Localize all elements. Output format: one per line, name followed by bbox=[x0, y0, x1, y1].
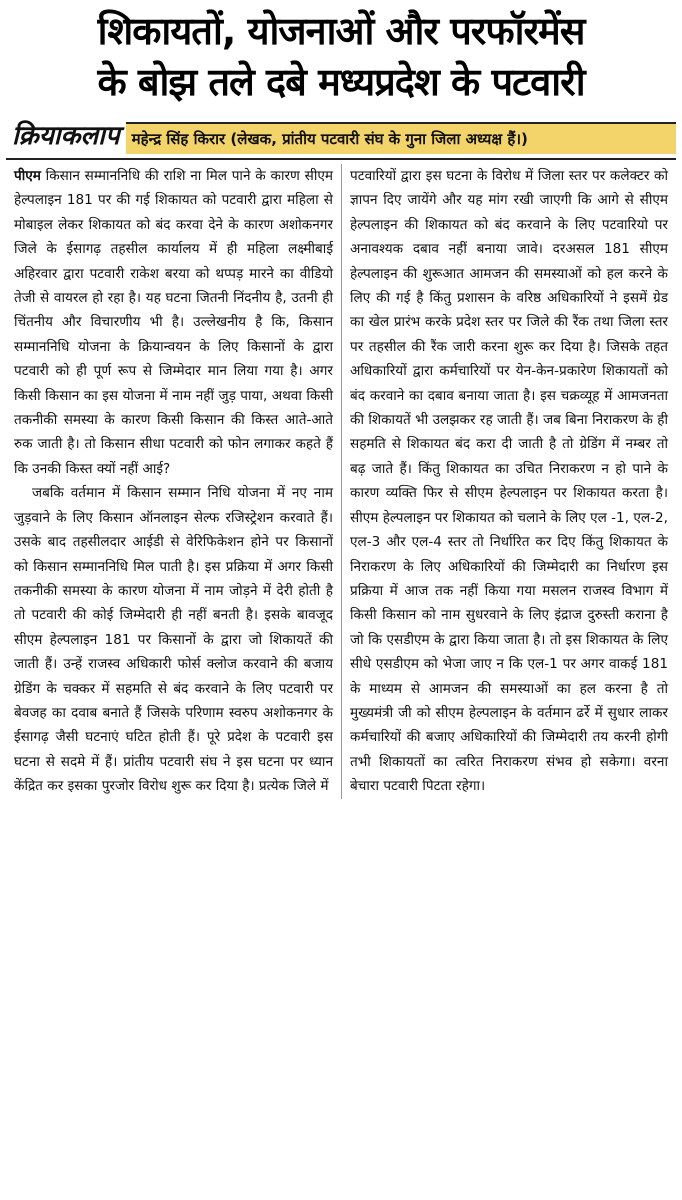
paragraph: जबकि वर्तमान में किसान सम्मान निधि योजना में नए नाम जुड़वाने के लिए किसान ऑनलाइन सेल्फ रजिस्ट्रेशन करवाते हैं। उसके बाद तहसीलदार आईडी से वेरिफिकेशन होने पर किसानों को किसान सम्माननिधि मिल पाती है। इस प्रक्रिया में अगर किसी तकनीकी समस्या के कारण योजना में नाम जोड़ने में देरी होती है तो पटवारी की कोई जिम्मेदारी ही नहीं बनती है। इसके बावजूद सीएम हेल्पलाइन 181 पर किसानों के द्वारा जो शिकायतें की जाती हैं। उन्हें राजस्व अधिकारी फोर्स क्लोज करवाने की बजाय ग्रेडिंग के चक्कर में सहमति से बंद करवाने के लिए पटवारी पर बेवजह का दवाब बनाते हैं जिसके परिणाम स्वरुप अशोकनगर के ईसागढ़ जैसी घटनाएं घटित होती हैं। पूरे प्रदेश के पटवारी इस घटना से सदमे में हैं। प्रांतीय पटवारी संघ ने इस घटना पर ध्यान केंद्रित कर इसका पुरजोर विरोध शुरू कर दिया है। प्रत्येक जिले में bbox=[14, 485, 333, 795]
paragraph: पटवारियों द्वारा इस घटना के विरोध में जिला स्तर पर कलेक्टर को ज्ञापन दिए जायेंगे और यह मांग रखी जाएगी कि आगे से सीएम हेल्पलाइन की शिकायत को बंद करवाने के लिए पटवारियो पर अनावश्यक दबाव नहीं बनाया जावे। दरअसल 181 सीएम हेल्पलाइन की शुरूआत आमजन की समस्याओं को हल करने के लिए की गई है किंतु प्रशासन के वरिष्ठ अधिकारियों ने इसमें ग्रेड का खेल प्रारंभ करके प्रदेश स्तर पर जिले की रैंक तथा जिला स्तर पर तहसील की रैंक जारी करना शुरू कर दिया है। जिसके तहत अधिकारियों द्वारा कर्मचारियों पर येन-केन-प्रकारेण शिकायतों को बंद करवाने का दबाव बनाया जाता है। इस चक्रव्यूह में आमजनता की शिकायतें भी उलझकर रह जाती हैं। जब बिना निराकरण के ही सहमति से शिकायत बंद करा दी जाती है तो ग्रेडिंग में नम्बर तो बढ़ जाते हैं। किंतु शिकायत का उचित निराकरण न हो पाने के कारण व्यक्ति फिर से सीएम हेल्पलाइन पर शिकायत करता है। सीएम हेल्पलाइन पर शिकायत को चलाने के लिए एल -1, एल-2, एल-3 और एल-4 स्तर तो निर्धारित कर दिए किंतु शिकायत के निराकरण के लिए अधिकारियों की जिम्मेदारी का निर्धारण इस प्रक्रिया में आज तक नहीं किया गया मसलन राजस्व विभाग में किसी किसान को नाम सुधरवाने के लिए इंद्राज दुरुस्ती कराना है जो कि एसडीएम के द्वारा किया जाता है। तो इस शिकायत के लिए सीधे एसडीएम को भेजा जाए न कि एल-1 पर अगर वाकई 181 के माध्यम से आमजन की समस्याओं का हल करना है तो मुख्यमंत्री जी को सीएम हेल्पलाइन के वर्तमान ढर्रे में सुधार लाकर कर्मचारियों की बजाए अधिकारियों की जिम्मेदारी तय करनी होगी तभी शिकायतों का त्वरित निराकरण संभव हो सकेगा। वरना बेचारा पटवारी पिटता रहेगा। bbox=[350, 168, 668, 795]
column-left bbox=[6, 164, 341, 799]
paragraph-text: किसान सम्माननिधि की राशि ना मिल पाने के कारण सीएम हेल्पलाइन 181 पर की गई शिकायत को पटवारी द्वारा महिला से मोबाइल लेकर शिकायत को बंद करवा देने के कारण अशोकनगर जिले के ईसागढ़ तहसील कार्यालय में ही महिला लक्ष्मीबाई अहिरवार द्वारा पटवारी राकेश बरया को थप्पड़ मारने का वीडियो तेजी से वायरल हो रहा है। यह घटना जितनी निंदनीय है, उतनी ही चिंतनीय और विचारणीय भी है। उल्लेखनीय है कि, किसान सम्माननिधि योजना के क्रियान्वयन के लिए किसानों के द्वारा पटवारी को ही पूर्ण रूप से जिम्मेदार मान लिया गया है। अगर किसी किसान का इस योजना में नाम नहीं जुड़ पाया, अथवा किसी तकनीकी समस्या के कारण किसी किसान की किस्त आते-आते रुक जाती है। तो किसान सीधा पटवारी को फोन लगाकर कहते हैं कि उनकी किस्त क्यों नहीं आई? bbox=[14, 168, 333, 477]
byline-bar bbox=[6, 114, 676, 154]
article-body bbox=[6, 164, 676, 799]
headline bbox=[6, 0, 676, 108]
divider bbox=[6, 158, 676, 160]
column-right bbox=[341, 164, 676, 799]
column-label: क्रियाकलाप bbox=[12, 121, 120, 151]
author-byline: महेन्द्र सिंह किरार (लेखक, प्रांतीय पटवारी संघ के गुना जिला अध्यक्ष हैं।) bbox=[126, 122, 676, 154]
lead-word: पीएम bbox=[14, 168, 41, 184]
headline-line-2: के बोझ तले दबे मध्यप्रदेश के पटवारी bbox=[97, 60, 585, 104]
paragraph bbox=[14, 164, 333, 481]
headline-line-1: शिकायतों, योजनाओं और परफॉरमेंस bbox=[97, 9, 585, 53]
